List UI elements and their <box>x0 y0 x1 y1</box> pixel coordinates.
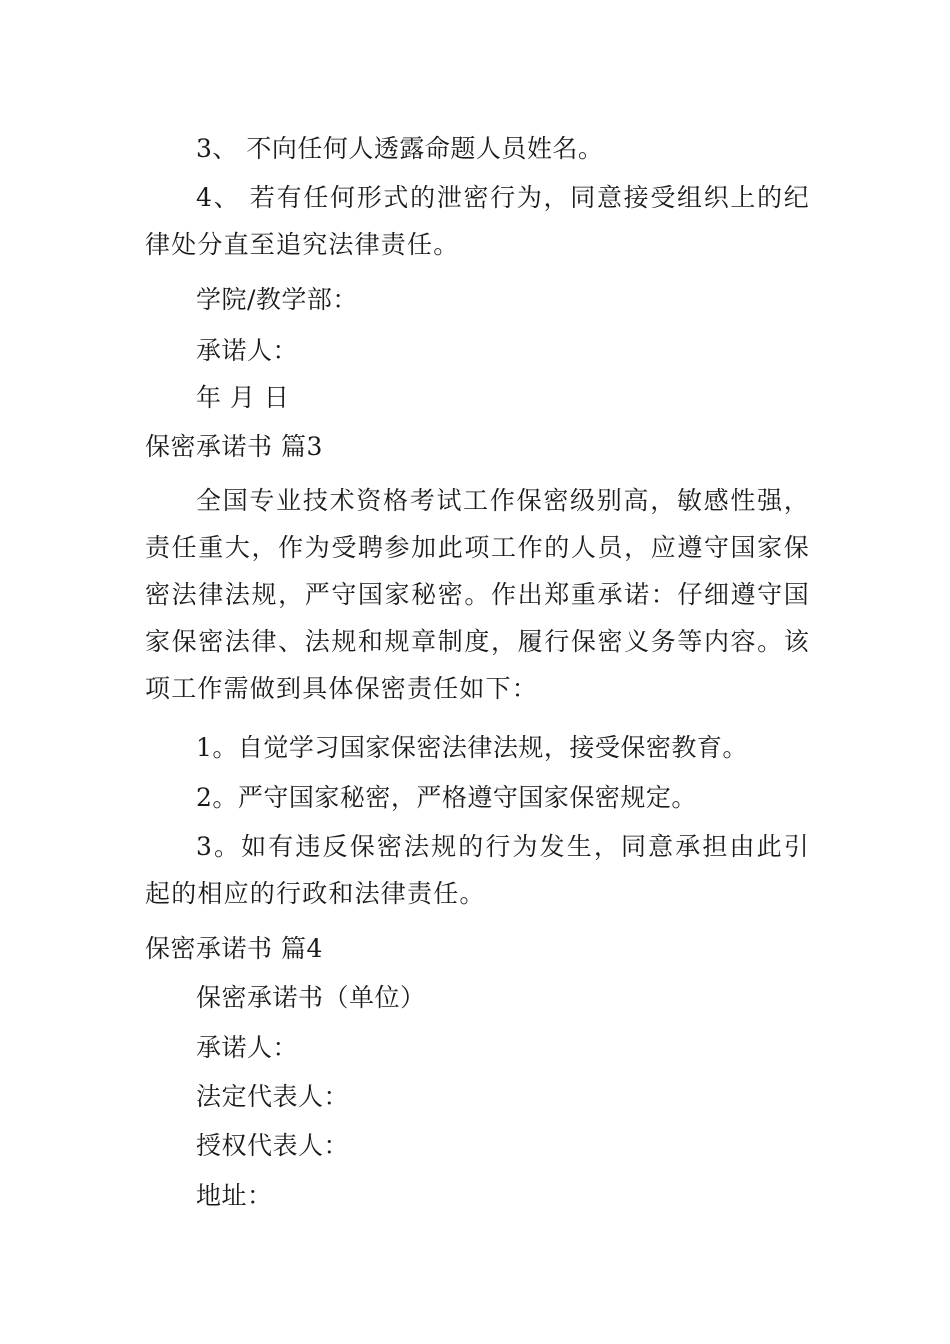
authorized-representative-label: 授权代表人： <box>196 1131 350 1160</box>
section-heading-3: 保密承诺书 篇3 <box>145 432 323 461</box>
responsibility-item-3: 3。如有违反保密法规的行为发生，同意承担由此引起的相应的行政和法律责任。 <box>145 832 810 908</box>
section-heading-4: 保密承诺书 篇4 <box>145 934 323 963</box>
college-label: 学院/教学部： <box>196 285 358 314</box>
section-3-body: 全国专业技术资格考试工作保密级别高，敏感性强，责任重大，作为受聘参加此项工作的人员，应遵守国家保密法律法规，严守国家秘密。作出郑重承诺：仔细遵守国家保密法律、法规和规章制度，履行保密义务等内容。该项工作需做到具体保密责任如下： <box>145 486 810 703</box>
paragraph-item-3: 3、 不向任何人透露命题人员姓名。 <box>196 134 604 163</box>
responsibility-item-2: 2。严守国家秘密，严格遵守国家保密规定。 <box>196 783 697 812</box>
address-label: 地址： <box>196 1181 273 1210</box>
responsibility-item-1: 1。自觉学习国家保密法律法规，接受保密教育。 <box>196 733 748 762</box>
paragraph-item-4: 4、 若有任何形式的泄密行为，同意接受组织上的纪律处分直至追究法律责任。 <box>145 183 810 259</box>
legal-representative-label: 法定代表人： <box>196 1082 350 1111</box>
date-placeholder: 年 月 日 <box>196 383 290 412</box>
unit-title: 保密承诺书（单位） <box>196 983 426 1012</box>
promisor-label-2: 承诺人： <box>196 1033 299 1062</box>
promisor-label: 承诺人： <box>196 336 299 365</box>
